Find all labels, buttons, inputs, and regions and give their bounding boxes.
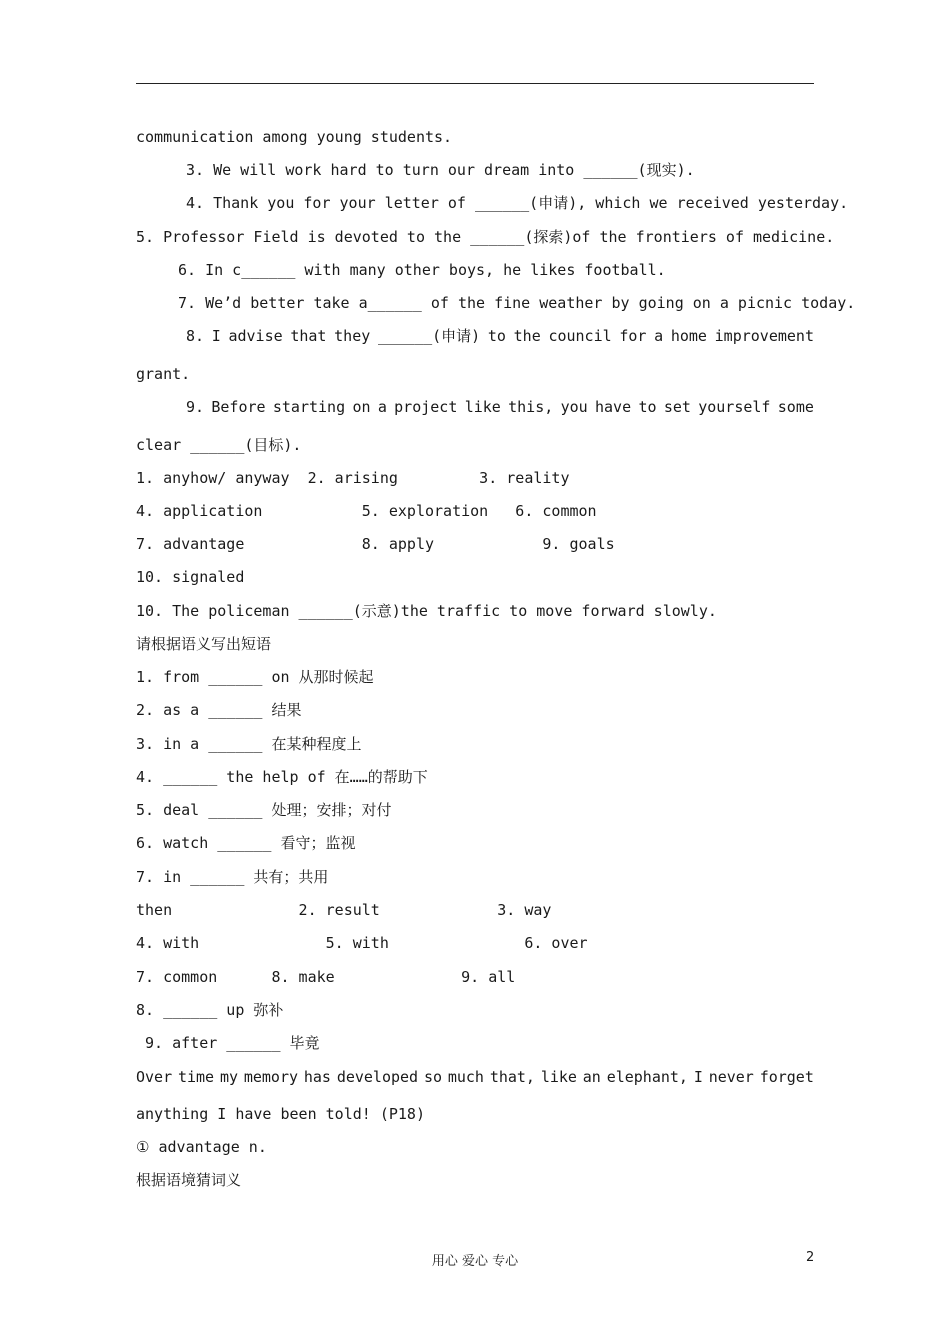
phrase-item: 2. as a ______ 结果 [136, 701, 302, 719]
phrase-item: 3. in a ______ 在某种程度上 [136, 735, 362, 753]
exercise-item-6: 6. In c______ with many other boys, he likes football. [178, 261, 666, 279]
phrase-item: 6. watch ______ 看守；监视 [136, 834, 356, 852]
word: Before [211, 398, 266, 416]
word: council [548, 327, 612, 345]
word: a [654, 327, 664, 345]
word: they [334, 327, 371, 345]
section-heading: 请根据语义写出短语 [136, 635, 272, 653]
text-line: grant. [136, 365, 191, 383]
word: to [487, 327, 506, 345]
word: the [513, 327, 541, 345]
word: forget [759, 1068, 814, 1086]
word: yourself [698, 398, 771, 416]
word: on [352, 398, 371, 416]
exercise-item-10: 10. The policeman ______(示意)the traffic to move forward slowly. [136, 602, 717, 620]
phrase-item: 9. after ______ 毕竟 [136, 1034, 320, 1052]
word: some [777, 398, 814, 416]
phrase-item: 5. deal ______ 处理；安排；对付 [136, 801, 392, 819]
word: set [663, 398, 691, 416]
word: 9. [186, 398, 205, 416]
word: project [394, 398, 458, 416]
section-heading: 根据语境猜词义 [136, 1171, 242, 1189]
answer-line: 7. advantage 8. apply 9. goals [136, 535, 615, 553]
word: starting [272, 398, 346, 416]
word: this, [508, 398, 554, 416]
word: I [693, 1068, 703, 1086]
word: you [560, 398, 588, 416]
word: never [708, 1068, 754, 1086]
exercise-item-7: 7. We’d better take a______ of the fine weather by going on a picnic today. [178, 294, 856, 312]
word: improvement [714, 327, 814, 345]
word: that [290, 327, 327, 345]
answer-line: 10. signaled [136, 568, 245, 586]
exercise-item-4: 4. Thank you for your letter of ______(申请), which we received yesterday. [186, 194, 849, 212]
answer-line: then 2. result 3. way [136, 901, 552, 919]
word: ______(申请) [377, 327, 481, 345]
word: elephant, [606, 1068, 688, 1086]
word: 8. [186, 327, 205, 345]
exercise-item-5: 5. Professor Field is devoted to the ______(探索)of the frontiers of medicine. [136, 228, 835, 246]
phrase-item: 7. in ______ 共有；共用 [136, 868, 329, 886]
answer-line: 7. common 8. make 9. all [136, 968, 516, 986]
phrase-item: 4. ______ the help of 在……的帮助下 [136, 768, 428, 786]
answer-line: 4. application 5. exploration 6. common [136, 502, 597, 520]
text-line: clear ______(目标). [136, 436, 302, 454]
word: like [540, 1068, 577, 1086]
word: so [423, 1068, 442, 1086]
word: for [619, 327, 647, 345]
exercise-item-9 [186, 398, 814, 416]
text-line: communication among young students. [136, 128, 453, 146]
word: I [211, 327, 221, 345]
word: has [303, 1068, 331, 1086]
word: to [638, 398, 657, 416]
phrase-item: 1. from ______ on 从那时候起 [136, 668, 374, 686]
exercise-item-3: 3. We will work hard to turn our dream into ______(现实). [186, 161, 695, 179]
word: home [670, 327, 707, 345]
exercise-item-8 [186, 327, 814, 345]
header-rule [136, 83, 814, 84]
word: my [219, 1068, 238, 1086]
page-number: 2 [806, 1250, 815, 1265]
word: an [582, 1068, 601, 1086]
word: like [464, 398, 501, 416]
example-sentence-end: anything I have been told! (P18) [136, 1105, 425, 1123]
word: a [377, 398, 387, 416]
word: developed [336, 1068, 419, 1086]
word: have [595, 398, 632, 416]
word: Over [136, 1068, 173, 1086]
word: time [177, 1068, 215, 1086]
word: memory [243, 1068, 299, 1086]
word: much [447, 1068, 484, 1086]
answer-line: 1. anyhow/ anyway 2. arising 3. reality [136, 469, 570, 487]
example-sentence [136, 1068, 814, 1086]
page-footer: 用心 爱心 专心 [431, 1254, 519, 1269]
answer-line: 4. with 5. with 6. over [136, 934, 588, 952]
vocabulary-item: ① advantage n. [136, 1138, 267, 1156]
word: that, [489, 1068, 535, 1086]
word: advise [228, 327, 283, 345]
phrase-item: 8. ______ up 弥补 [136, 1001, 284, 1019]
